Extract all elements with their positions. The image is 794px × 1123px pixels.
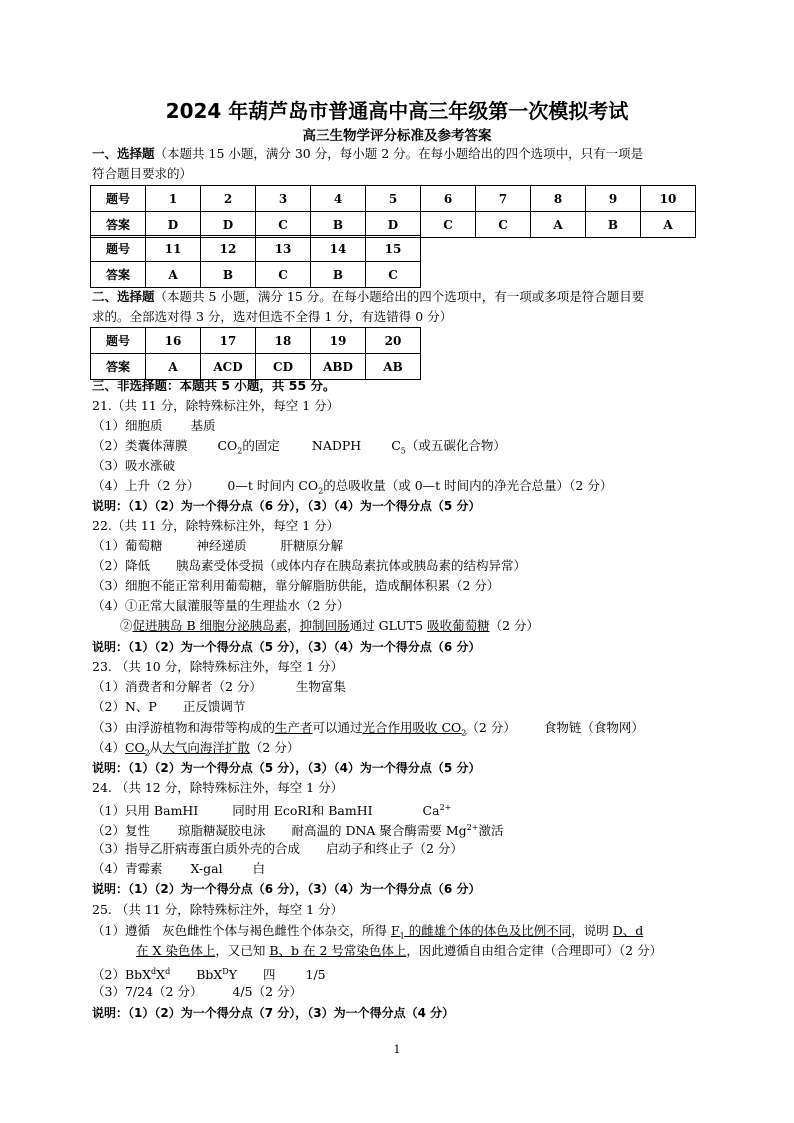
answer-text: 1/5 [305, 967, 326, 983]
table-header-cell: 题号 [91, 236, 146, 262]
table-cell: 8 [531, 186, 586, 212]
subscript: 2 [318, 486, 324, 496]
table-row [91, 186, 696, 212]
q25-note: 说明：（1）（2）为一个得分点（7 分），（3）为一个得分点（4 分） [92, 1006, 455, 1020]
table-cell: CD [256, 354, 311, 380]
table-cell: 10 [641, 186, 696, 212]
table-cell: ABD [311, 354, 366, 380]
table-header-cell: 题号 [91, 186, 146, 212]
table-cell: C [256, 212, 311, 238]
table-cell: 12 [201, 236, 256, 262]
answer-text: 从 [149, 740, 163, 755]
answer-text: 促进胰岛 B 细胞分泌胰岛素 [132, 618, 288, 633]
answer-text: CO [124, 740, 145, 755]
q22-note: 说明：（1）（2）为一个得分点（5 分），（3）（4）为一个得分点（6 分） [92, 640, 481, 654]
answer-text: NADPH [311, 438, 362, 453]
answer-text: 光合作用吸收 CO [362, 720, 462, 735]
section1-intro [92, 144, 643, 164]
answer-text: （4）上升（2 分） [92, 478, 200, 493]
table-cell: C [421, 212, 476, 238]
table-cell: 16 [146, 328, 201, 354]
answer-text: 基质 [190, 418, 216, 433]
answer-text: 启动子和终止子（2 分） [325, 841, 463, 856]
q22-line-1 [92, 536, 343, 556]
answer-text: 0—t 时间内 CO [227, 478, 319, 493]
answer-text: B、b 在 2 号常染色体上 [269, 943, 407, 958]
table-cell: C [256, 262, 311, 288]
table-cell: 20 [366, 328, 421, 354]
answer-text: （2 分） [249, 740, 300, 755]
table-cell: 7 [476, 186, 531, 212]
table-cell: 14 [311, 236, 366, 262]
table-cell: 15 [366, 236, 421, 262]
page-subtitle: 高三生物学评分标准及参考答案 [302, 128, 492, 144]
table-cell: 4 [311, 186, 366, 212]
answer-text: 正反馈调节 [182, 699, 246, 714]
answer-text: 白 [252, 861, 266, 876]
q23-line-2 [92, 697, 245, 717]
q25-header: 25. （共 11 分，除特殊标注外，每空 1 分） [92, 902, 344, 917]
table-cell: 18 [256, 328, 311, 354]
table-cell: A [146, 354, 201, 380]
q24-line-3 [92, 839, 463, 859]
answer-text: 大气向海洋扩散 [162, 740, 250, 755]
table-cell: A [531, 212, 586, 238]
section3-heading: 三、非选择题：本题共 5 小题，共 55 分。 [92, 378, 336, 393]
superscript: 2+ [439, 803, 452, 812]
subscript: 1 [399, 931, 405, 941]
superscript: D [222, 967, 229, 976]
answer-text: 的雌雄个体的体色及比例不同 [404, 923, 572, 938]
q25-line-2 [136, 941, 662, 961]
q21-line-1 [92, 416, 215, 436]
answer-text: 同时用 EcoRI和 BamHI [232, 803, 373, 819]
answer-text: X-gal [190, 861, 223, 876]
section2-desc-2: 求的。全部选对得 3 分，选对但选不全得 1 分，有选错得 0 分） [92, 309, 453, 324]
answer-text: 肝糖原分解 [280, 538, 343, 553]
q24-header: 24. （共 12 分，除特殊标注外，每空 1 分） [92, 780, 344, 795]
answer-text: 生产者 [274, 720, 313, 735]
answer-text: C [391, 438, 401, 453]
answer-text: Ca [422, 803, 440, 819]
table-cell: 19 [311, 328, 366, 354]
answer-text: ，说明 [571, 923, 613, 938]
table-cell: D [201, 212, 256, 238]
q25-line-4 [92, 982, 302, 1002]
section1-answer-table-top [90, 185, 696, 238]
table-cell: 13 [256, 236, 311, 262]
answer-text: （4）青霉素 [92, 861, 163, 876]
section2-desc-1: （本题共 5 小题，满分 15 分。在每小题给出的四个选项中，有一项或多项是符合题目要 [154, 289, 645, 304]
table-cell: A [641, 212, 696, 238]
answer-text: Y [228, 967, 237, 983]
subscript: 2 [144, 748, 150, 758]
q22-line-5 [120, 616, 539, 636]
answer-text: 食物链（食物网） [543, 720, 644, 735]
answer-text: BbX [196, 967, 223, 983]
table-header-cell: 答案 [91, 262, 146, 288]
table-cell: B [311, 212, 366, 238]
table-cell: 9 [586, 186, 641, 212]
superscript: d [151, 967, 157, 976]
answer-text: 的总吸收量（或 0—t 时间内的净光合总量）（2 分） [323, 478, 613, 493]
q24-line-2 [92, 818, 504, 841]
answer-text: ， [287, 618, 300, 633]
answer-text: 耐高温的 DNA 聚合酶需要 Mg [291, 823, 467, 839]
table-cell: B [311, 262, 366, 288]
answer-text: 吸收葡萄糖 [427, 618, 490, 633]
answer-text: F [390, 923, 400, 938]
q22-line-3: （3）细胞不能正常利用葡萄糖，靠分解脂肪供能，造成酮体积累（2 分） [92, 578, 500, 593]
answer-text: （2）N、P [92, 699, 157, 714]
table-cell: ACD [201, 354, 256, 380]
answer-text: （2）复性 [92, 823, 150, 839]
page-number: 1 [393, 1043, 401, 1056]
answer-text: 通过 GLUT5 [349, 618, 428, 633]
answer-text [124, 740, 150, 758]
section1-answer-table-bottom [90, 235, 421, 288]
answer-text: （2 分） [466, 720, 516, 735]
table-cell: 11 [146, 236, 201, 262]
table-cell: 6 [421, 186, 476, 212]
q21-note: 说明：（1）（2）为一个得分点（6 分），（3）（4）为一个得分点（5 分） [92, 499, 481, 513]
superscript: d [165, 967, 171, 976]
section1-heading: 一、选择题 [92, 146, 155, 161]
subscript: 2 [461, 728, 467, 738]
table-cell: 17 [201, 328, 256, 354]
answer-text: （2）BbX [92, 967, 152, 983]
q22-line-2 [92, 556, 526, 576]
subscript: 5 [400, 446, 406, 456]
answer-text: 激活 [478, 823, 504, 839]
answer-text: （1）细胞质 [92, 418, 163, 433]
table-cell: AB [366, 354, 421, 380]
table-row [91, 212, 696, 238]
q24-note: 说明：（1）（2）为一个得分点（6 分），（3）（4）为一个得分点（6 分） [92, 882, 481, 896]
answer-text: （1）葡萄糖 [92, 538, 163, 553]
answer-text: （3）由浮游植物和海带等构成的 [92, 720, 275, 735]
table-header-cell: 答案 [91, 212, 146, 238]
answer-text: ② [120, 618, 133, 633]
answer-text: （4） [92, 740, 125, 755]
section2-heading: 二、选择题 [92, 289, 155, 304]
q23-header: 23. （共 10 分，除特殊标注外，每空 1 分） [92, 659, 344, 674]
answer-text [362, 720, 467, 738]
table-row [91, 262, 421, 288]
answer-text: 四 [262, 967, 276, 983]
answer-text [390, 923, 572, 941]
q23-line-1 [92, 677, 346, 697]
table-cell: 1 [146, 186, 201, 212]
answer-text: ，因此遵循自由组合定律（合理即可）（2 分） [406, 943, 663, 958]
q24-line-4 [92, 859, 265, 879]
answer-text: （1）消费者和分解者（2 分） [92, 679, 262, 694]
answer-text: 胰岛素受体受损（或体内存在胰岛素抗体或胰岛素的结构异常） [175, 558, 526, 573]
page-title: 2024 年葫芦岛市普通高中高三年级第一次模拟考试 [165, 99, 629, 123]
table-header-cell: 题号 [91, 328, 146, 354]
section1-desc-1: （本题共 15 小题，满分 30 分，每小题 2 分。在每小题给出的四个选项中，只有一项是 [154, 146, 644, 161]
answer-text: CO [217, 438, 238, 453]
answer-text: 琼脂糖凝胶电泳 [177, 823, 266, 839]
q22-header: 22.（共 11 分，除特殊标注外，每空 1 分） [92, 518, 340, 533]
table-cell: C [476, 212, 531, 238]
answer-text: （2 分） [489, 618, 540, 633]
table-cell: 5 [366, 186, 421, 212]
answer-text: ，又已知 [215, 943, 270, 958]
answer-text: 灰色雌性个体与褐色雌性个体杂交，所得 [161, 923, 391, 938]
table-cell: D [146, 212, 201, 238]
section2-answer-table [90, 327, 421, 380]
table-cell: C [366, 262, 421, 288]
answer-text: （1）遵循 [92, 923, 150, 938]
answer-text: （2）降低 [92, 558, 150, 573]
answer-text: （2）类囊体薄膜 [92, 438, 188, 453]
answer-text: D、d [612, 923, 644, 938]
answer-text: （3）指导乙肝病毒蛋白质外壳的合成 [92, 841, 300, 856]
table-cell: A [146, 262, 201, 288]
q22-line-4: （4）①正常大鼠灌服等量的生理盐水（2 分） [92, 598, 350, 613]
table-header-cell: 答案 [91, 354, 146, 380]
answer-text: （3）7/24（2 分） [92, 984, 203, 999]
answer-text: X [156, 967, 166, 983]
q21-header: 21.（共 11 分，除特殊标注外，每空 1 分） [92, 398, 340, 413]
table-cell: 2 [201, 186, 256, 212]
table-row [91, 328, 421, 354]
table-cell: B [201, 262, 256, 288]
answer-text: （或五碳化合物） [405, 438, 506, 453]
answer-text: （1）只用 BamHI [92, 803, 199, 819]
section2-intro [92, 287, 644, 307]
section1-desc-2: 符合题目要求的） [92, 166, 193, 181]
answer-text: 4/5（2 分） [232, 984, 302, 999]
answer-text: 神经递质 [196, 538, 247, 553]
superscript: 2+ [466, 823, 479, 832]
table-cell: D [366, 212, 421, 238]
answer-text: 抑制回肠 [299, 618, 350, 633]
answer-text: 在 X 染色体上 [136, 943, 216, 958]
answer-text: 可以通过 [312, 720, 363, 735]
subscript: 2 [237, 446, 243, 456]
answer-text: 的固定 [242, 438, 280, 453]
table-cell: B [586, 212, 641, 238]
table-cell: 3 [256, 186, 311, 212]
answer-text: 生物富集 [295, 679, 346, 694]
table-row [91, 236, 421, 262]
q23-note: 说明：（1）（2）为一个得分点（5 分），（3）（4）为一个得分点（5 分） [92, 761, 481, 775]
q21-line-3: （3）吸水涨破 [92, 458, 175, 473]
